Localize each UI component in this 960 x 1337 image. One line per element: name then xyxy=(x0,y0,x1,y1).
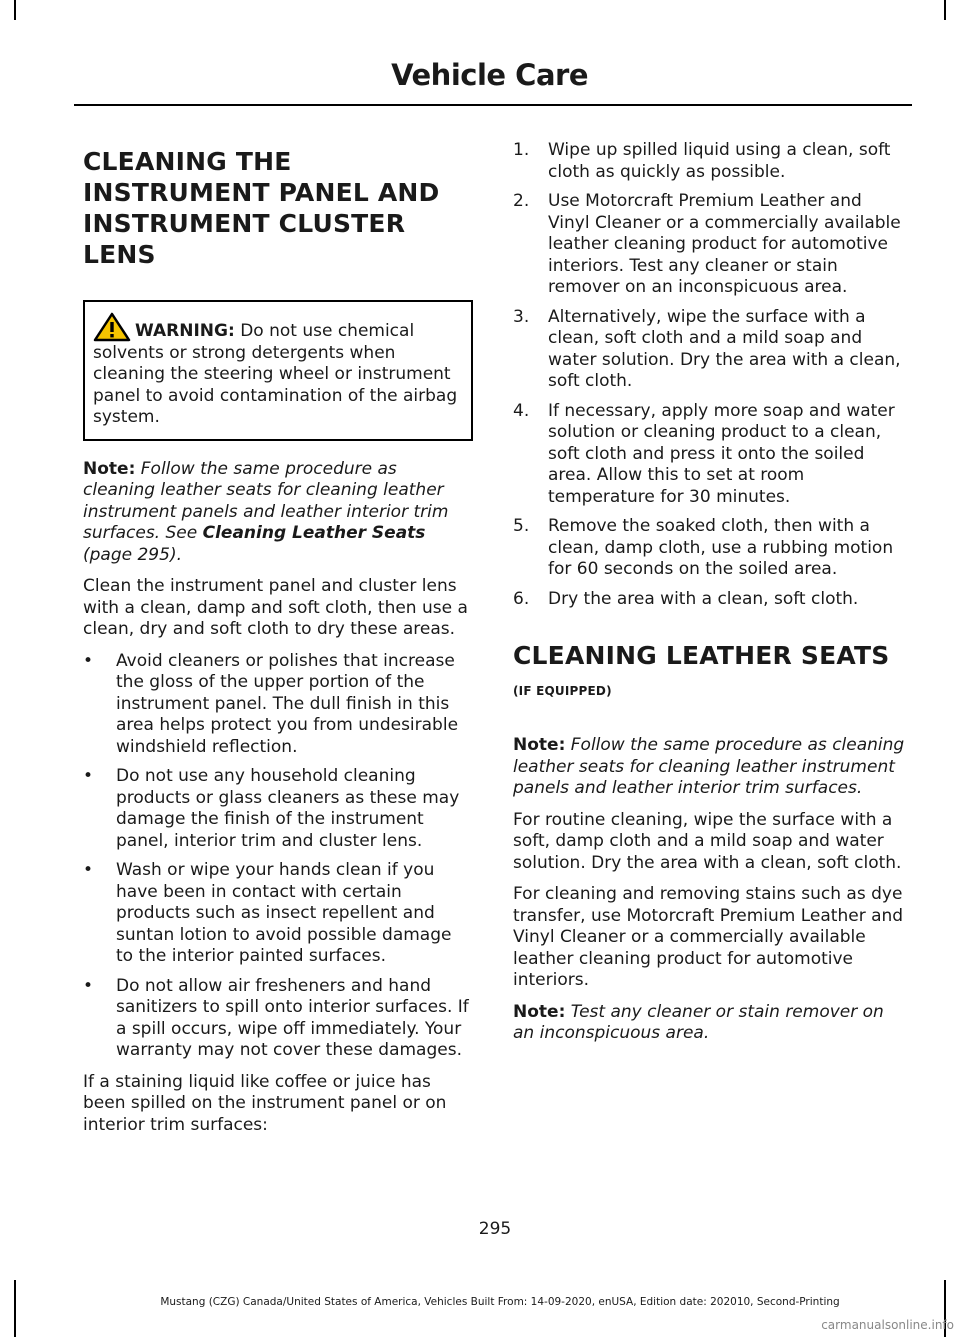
bullet-list xyxy=(83,651,473,1062)
list-item: • Avoid cleaners or polishes that increase the gloss of the upper portion of the instrument panel. The dull finish in this area helps protect you from undesirable windshield reflection. xyxy=(83,650,459,757)
numbered-steps xyxy=(513,140,908,610)
crop-mark xyxy=(14,0,16,20)
step-item: 4. If necessary, apply more soap and water solution or cleaning product to a clean, soft cloth and press it onto the soiled area. Allow this to set at room temperature for 30 minutes. xyxy=(513,400,895,507)
note-label: Note: xyxy=(513,1001,566,1022)
warning-triangle-icon xyxy=(93,312,131,342)
warning-label: WARNING: xyxy=(135,321,235,341)
step-item: 2. Use Motorcraft Premium Leather and Vinyl Cleaner or a commercially available leather cleaning product for automotive interiors. Test any cleaner or stain remover on an inconspicuous area. xyxy=(513,191,901,297)
body-paragraph: If a staining liquid like coffee or juice has been spilled on the instrument panel or on interior trim surfaces: xyxy=(83,1071,447,1135)
step-item: 1. Wipe up spilled liquid using a clean, soft cloth as quickly as possible. xyxy=(513,140,891,182)
note-label: Note: xyxy=(83,458,136,479)
note-label: Note: xyxy=(513,735,566,755)
edition-footer: Mustang (CZG) Canada/United States of America, Vehicles Built From: 14-09-2020, enUSA, Edition date: 202010, Second-Printing xyxy=(160,1296,840,1308)
step-item: 5. Remove the soaked cloth, then with a clean, damp cloth, use a rubbing motion for 60 seconds on the soiled area. xyxy=(513,516,894,579)
note-paragraph xyxy=(513,1002,908,1045)
bullet-icon: • xyxy=(83,975,94,996)
crop-mark xyxy=(14,1280,16,1337)
body-paragraph: For cleaning and removing stains such as dye transfer, use Motorcraft Premium Leather and Vinyl Cleaner or a commercially available leather cleaning product for automotive interiors. xyxy=(513,884,904,990)
note-paragraph xyxy=(513,735,908,800)
step-item: 6. Dry the area with a clean, soft cloth. xyxy=(513,588,859,609)
page-reference: (page 295). xyxy=(83,544,182,565)
body-paragraph: Clean the instrument panel and cluster lens with a clean, damp and soft cloth, then use a clean, dry and soft cloth to dry these areas. xyxy=(83,576,468,639)
right-column xyxy=(513,140,908,1055)
step-item: 3. Alternatively, wipe the surface with a clean, soft cloth and a mild soap and water solution. Dry the area with a clean, soft cloth. xyxy=(513,306,901,391)
warning-text: Do not use chemical solvents or strong detergents when cleaning the steering wheel or instrument panel to avoid contamination of the airbag system. xyxy=(93,321,458,427)
note-text: Follow the same procedure as cleaning leather seats for cleaning leather instrument panels and leather interior trim surfaces. xyxy=(513,735,905,798)
left-column xyxy=(83,140,473,1146)
header-rule xyxy=(74,104,912,106)
note-paragraph xyxy=(83,459,473,567)
bullet-icon: • xyxy=(83,766,94,786)
cross-reference-link[interactable]: Cleaning Leather Seats xyxy=(202,523,426,543)
list-item: • Do not use any household cleaning products or glass cleaners as these may damage the finish of the instrument panel, interior trim and cluster lens. xyxy=(83,766,460,851)
watermark: carmanualsonline.info xyxy=(821,1318,954,1332)
bullet-icon: • xyxy=(83,650,94,671)
page-header-title: Vehicle Care xyxy=(391,58,588,92)
note-text: Follow the same procedure as cleaning leather seats for cleaning leather instrument panels and leather interior trim surfaces. See xyxy=(83,458,449,543)
section-heading-instrument-panel: CLEANING THE INSTRUMENT PANEL AND INSTRUMENT CLUSTER LENS xyxy=(83,147,440,269)
bullet-icon: • xyxy=(83,860,94,880)
section-heading-leather-seats: CLEANING LEATHER SEATS (IF EQUIPPED) xyxy=(513,641,890,698)
note-text: Test any cleaner or stain remover on an inconspicuous area. xyxy=(513,1001,884,1043)
heading-suffix: (IF EQUIPPED) xyxy=(513,684,612,698)
body-paragraph: For routine cleaning, wipe the surface with a soft, damp cloth and a mild soap and water solution. Dry the area with a clean, soft cloth. xyxy=(513,809,902,873)
list-item: • Do not allow air fresheners and hand sanitizers to spill onto interior surfaces. If a spill occurs, wipe off immediately. Your warranty may not cover these damages. xyxy=(83,975,469,1060)
list-item: • Wash or wipe your hands clean if you have been in contact with certain products such as insect repellent and suntan lotion to avoid possible damage to the interior painted surfaces. xyxy=(83,860,452,966)
warning-box xyxy=(83,300,473,441)
page-number: 295 xyxy=(478,1219,512,1239)
crop-mark xyxy=(944,0,946,20)
